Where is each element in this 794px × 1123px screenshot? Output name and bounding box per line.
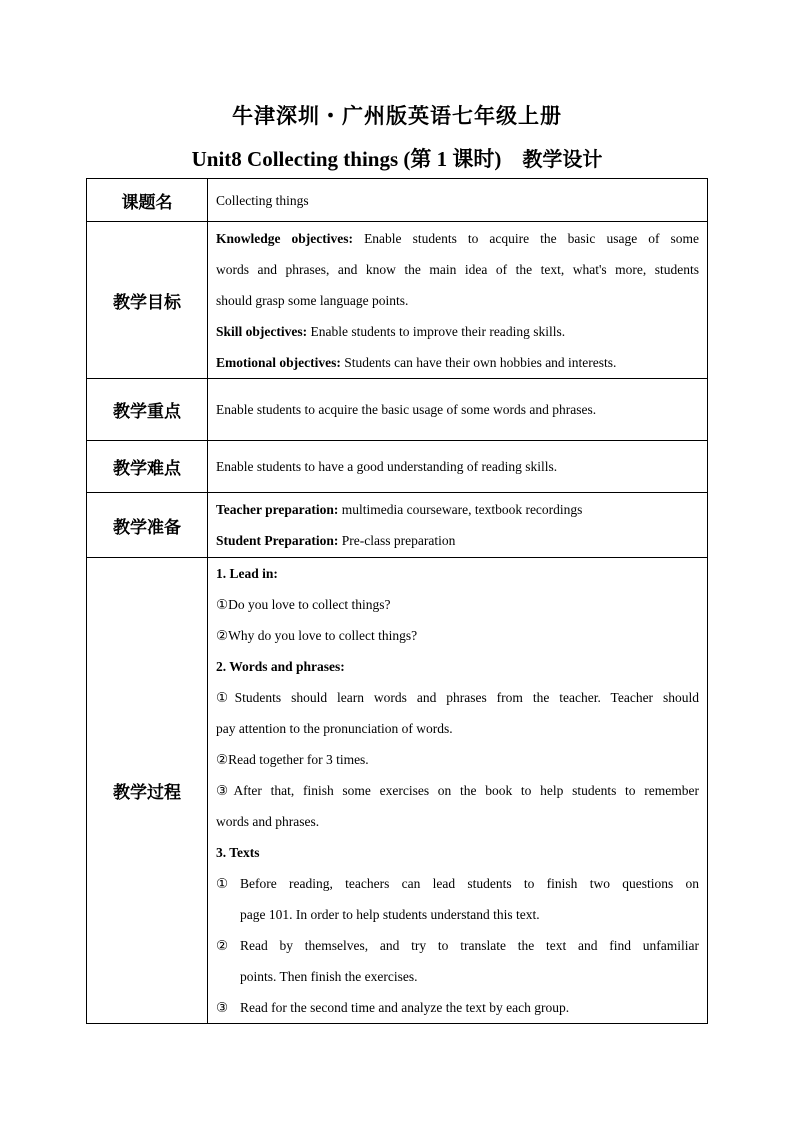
- lead-in-question-1: ①Do you love to collect things?: [216, 597, 391, 612]
- words-step-3-line2: words and phrases.: [216, 814, 320, 829]
- texts-step-2-line2: points. Then finish the exercises.: [240, 969, 418, 984]
- texts-step-3-number: ③: [216, 1000, 229, 1015]
- cell-process: [208, 558, 708, 1024]
- student-preparation: [216, 525, 699, 556]
- subtitle-chinese: 教学设计: [522, 147, 603, 171]
- key-points-value: Enable students to acquire the basic usage of some words and phrases.: [216, 402, 597, 417]
- label-process: 教学过程: [87, 558, 208, 1024]
- row-objectives: [87, 222, 708, 379]
- emotional-objectives-label: Emotional objectives:: [216, 354, 341, 370]
- teacher-preparation: [216, 494, 699, 525]
- words-step-2: ②Read together for 3 times.: [216, 752, 369, 767]
- row-key-points: [87, 379, 708, 441]
- skill-objectives-label: Skill objectives:: [216, 323, 308, 339]
- row-difficulties: [87, 441, 708, 493]
- lead-in-question-2: ②Why do you love to collect things?: [216, 628, 418, 643]
- row-process: [87, 558, 708, 1024]
- knowledge-objectives-text: Enable students to acquire the basic usage of some: [364, 230, 700, 246]
- cell-objectives: [208, 222, 708, 379]
- words-heading: 2. Words and phrases:: [216, 659, 345, 674]
- document-subtitle: [0, 143, 794, 173]
- cell-topic: [208, 179, 708, 222]
- label-objectives: 教学目标: [87, 222, 208, 379]
- emotional-objectives: [216, 347, 699, 378]
- texts-heading: 3. Texts: [216, 845, 260, 860]
- student-preparation-label: Student Preparation:: [216, 533, 339, 548]
- texts-step-1-line2: page 101. In order to help students understand this text.: [240, 907, 540, 922]
- texts-step-1-number: ①: [216, 876, 229, 891]
- label-difficulties: 教学难点: [87, 441, 208, 493]
- lesson-plan-table: [86, 178, 708, 1024]
- lead-in-heading: 1. Lead in:: [216, 566, 278, 581]
- skill-objectives-text: Enable students to improve their reading skills.: [310, 323, 566, 339]
- texts-step-3-line1: Read for the second time and analyze the text by each group.: [240, 1000, 570, 1015]
- teacher-preparation-text: multimedia courseware, textbook recordings: [341, 502, 583, 517]
- words-step-3-line1: ③After that, finish some exercises on the book to help students to remember: [216, 783, 699, 798]
- topic-value: Collecting things: [216, 192, 309, 208]
- knowledge-objectives-line2: words and phrases, and know the main idea of the text, what's more, students: [216, 261, 699, 277]
- texts-step-2-number: ②: [216, 938, 229, 953]
- emotional-objectives-text: Students can have their own hobbies and interests.: [344, 354, 617, 370]
- knowledge-objectives-line1: [216, 223, 699, 254]
- texts-step-2: [216, 930, 699, 961]
- texts-step-1-line1: Before reading, teachers can lead students to finish two questions on: [240, 876, 699, 891]
- label-preparation: 教学准备: [87, 493, 208, 558]
- knowledge-objectives-label: Knowledge objectives:: [216, 230, 354, 246]
- texts-step-3: [216, 992, 699, 1023]
- label-topic: 课题名: [87, 179, 208, 222]
- student-preparation-text: Pre-class preparation: [341, 533, 456, 548]
- teacher-preparation-label: Teacher preparation:: [216, 502, 339, 517]
- knowledge-objectives-line3: should grasp some language points.: [216, 292, 409, 308]
- row-topic: [87, 179, 708, 222]
- cell-key-points: [208, 379, 708, 441]
- texts-step-2-line1: Read by themselves, and try to translate the text and find unfamiliar: [240, 938, 699, 953]
- cell-difficulties: [208, 441, 708, 493]
- row-preparation: [87, 493, 708, 558]
- difficulties-value: Enable students to have a good understanding of reading skills.: [216, 459, 558, 474]
- skill-objectives: [216, 316, 699, 347]
- words-step-1-line2: pay attention to the pronunciation of words.: [216, 721, 453, 736]
- document-title: 牛津深圳・广州版英语七年级上册: [232, 104, 562, 128]
- label-key-points: 教学重点: [87, 379, 208, 441]
- texts-step-1: [216, 868, 699, 899]
- subtitle-english: Unit8 Collecting things (第 1 课时): [191, 147, 502, 171]
- words-step-1-line1: ①Students should learn words and phrases from the teacher. Teacher should: [216, 690, 699, 705]
- cell-preparation: [208, 493, 708, 558]
